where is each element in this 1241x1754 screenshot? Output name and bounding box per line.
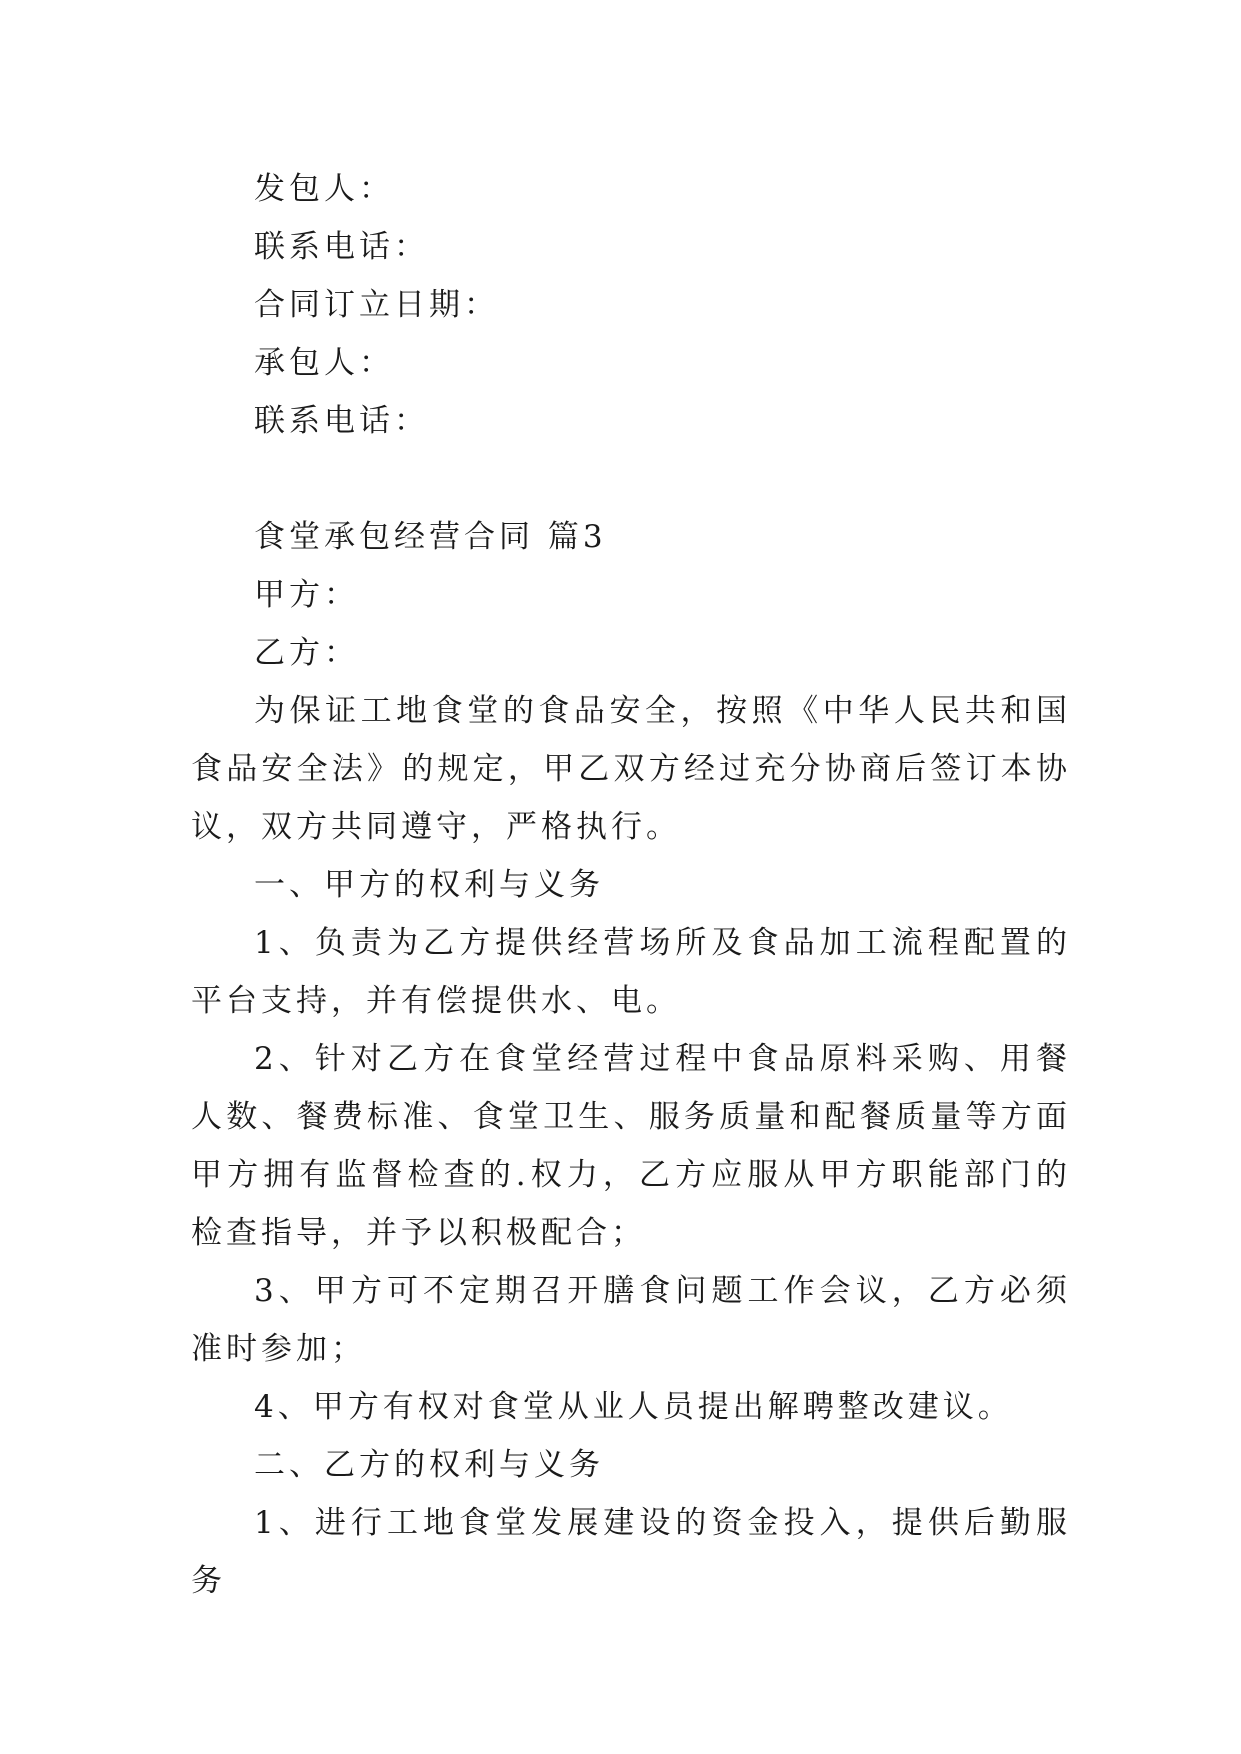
party-b-label: 乙方： (254, 635, 359, 671)
section-gap (191, 450, 1071, 508)
part2-item-1: 1、进行工地食堂发展建设的资金投入，提供后勤服务 (191, 1505, 1071, 1599)
document-body (191, 160, 1071, 1610)
issuer-phone-label: 联系电话： (254, 229, 429, 265)
contractor-phone-label: 联系电话： (254, 403, 429, 439)
contractor-label: 承包人： (254, 345, 394, 381)
party-a-label: 甲方： (254, 577, 359, 613)
part1-item-1: 1、负责为乙方提供经营场所及食品加工流程配置的平台支持，并有偿提供水、电。 (191, 925, 1071, 1019)
part1-item-4: 4、甲方有权对食堂从业人员提出解聘整改建议。 (254, 1389, 1013, 1425)
section-title: 食堂承包经营合同 篇3 (254, 519, 607, 555)
contract-date-label: 合同订立日期： (254, 287, 499, 323)
preamble-paragraph: 为保证工地食堂的食品安全，按照《中华人民共和国食品安全法》的规定，甲乙双方经过充分协商后签订本协议，双方共同遵守，严格执行。 (191, 693, 1071, 845)
part1-heading: 一、甲方的权利与义务 (254, 867, 604, 903)
issuer-label: 发包人： (254, 171, 394, 207)
part1-item-2: 2、针对乙方在食堂经营过程中食品原料采购、用餐人数、餐费标准、食堂卫生、服务质量和配餐质量等方面甲方拥有监督检查的.权力，乙方应服从甲方职能部门的检查指导，并予以积极配合； (191, 1041, 1071, 1251)
part2-heading: 二、乙方的权利与义务 (254, 1447, 604, 1483)
part1-item-3: 3、甲方可不定期召开膳食问题工作会议，乙方必须准时参加； (191, 1273, 1071, 1367)
